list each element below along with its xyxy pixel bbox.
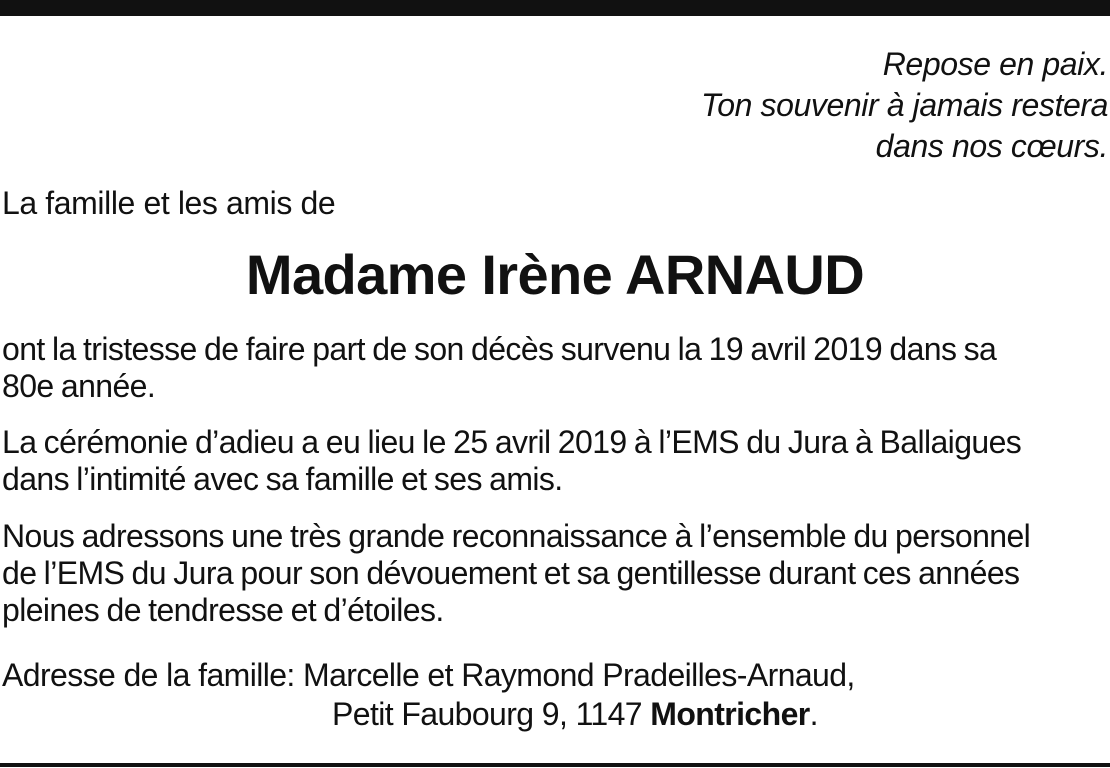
family-address [2,656,855,734]
address-street: Petit Faubourg 9, 1147 [332,696,651,732]
ceremony-paragraph [2,424,1108,498]
paragraph-line: ont la tristesse de faire part de son décès survenu la 19 avril 2019 dans sa [2,331,997,367]
paragraph-line: Nous adressons une très grande reconnaissance à l’ensemble du personnel [2,518,1031,554]
bottom-border-rule [0,763,1110,767]
deceased-name: Madame Irène ARNAUD [245,243,865,306]
address-line-2 [2,695,855,734]
address-line-1: Adresse de la famille: Marcelle et Raymond Pradeilles-Arnaud, [2,657,855,693]
gratitude-paragraph [2,518,1108,629]
announcement-paragraph [2,331,1108,405]
epigraph-line: dans nos cœurs. [875,128,1108,164]
address-end-punctuation: . [809,696,818,732]
paragraph-line: 80e année. [2,368,156,404]
paragraph-line: La cérémonie d’adieu a eu lieu le 25 avril 2019 à l’EMS du Jura à Ballaigues [2,424,1022,460]
epigraph [701,44,1108,167]
paragraph-line: dans l’intimité avec sa famille et ses amis. [2,461,563,497]
epigraph-line: Ton souvenir à jamais restera [701,87,1108,123]
address-town: Montricher [650,696,810,732]
paragraph-line: pleines de tendresse et d’étoiles. [2,592,444,628]
intro-line: La famille et les amis de [2,185,336,221]
paragraph-line: de l’EMS du Jura pour son dévouement et sa gentillesse durant ces années [2,555,1020,591]
top-border-rule [0,0,1110,16]
epigraph-line: Repose en paix. [882,46,1108,82]
